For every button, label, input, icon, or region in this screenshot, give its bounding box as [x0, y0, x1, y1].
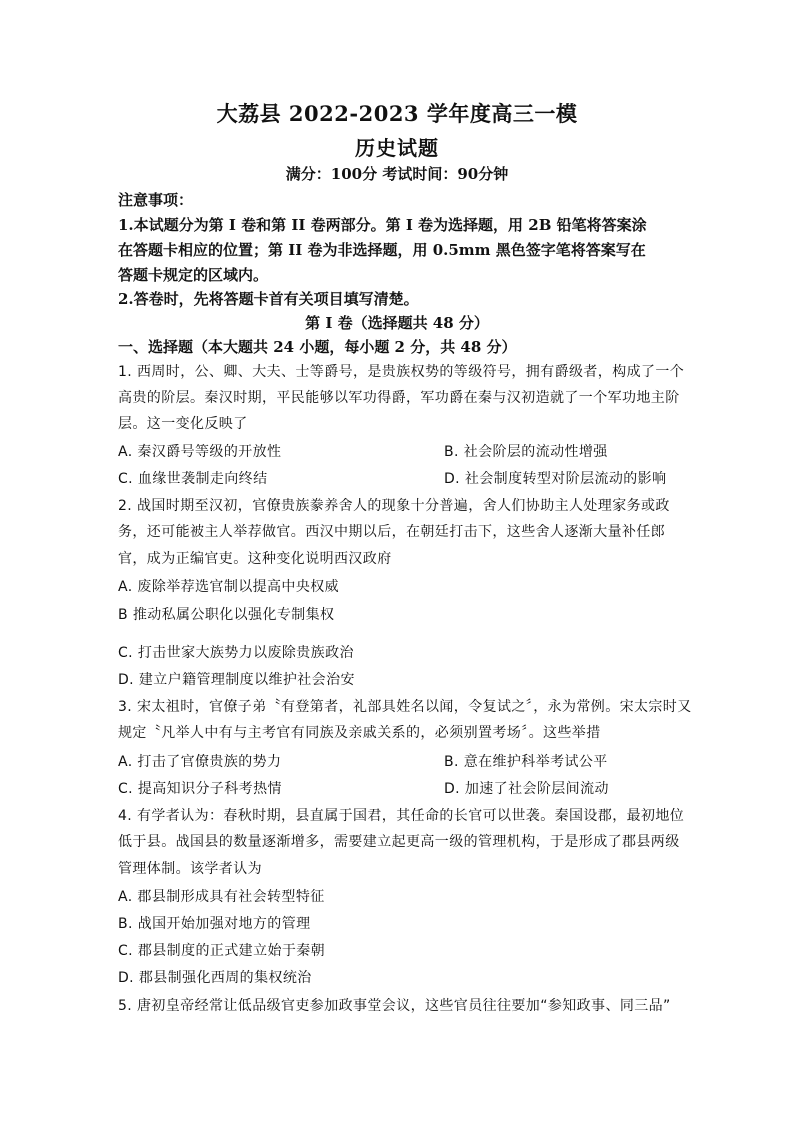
q2-stem-line: 务，还可能被主人举荐做官。西汉中期以后，在朝廷打击下，这些舍人逐渐大量补任郎: [118, 524, 666, 540]
q1-option-a: A. 秦汉爵号等级的开放性: [118, 444, 282, 460]
notes-heading: 注意事项：: [118, 191, 194, 209]
q5-stem-line: 5. 唐初皇帝经常让低品级官吏参加政事堂会议，这些官员往往要加“参知政事、同三品”: [118, 998, 671, 1014]
q1-stem-line: 层。这一变化反映了: [118, 416, 248, 432]
q4-option-d: D. 郡县制强化西周的集权统治: [118, 970, 312, 986]
q4-option-b: B. 战国开始加强对地方的管理: [118, 916, 311, 932]
q3-stem-line: 规定〝凡举人中有与主考官有同族及亲戚关系的，必须别置考场〞。这些举措: [118, 725, 601, 741]
q2-option-c: C. 打击世家大族势力以废除贵族政治: [118, 645, 354, 661]
notes-line: 1.本试题分为第 I 卷和第 II 卷两部分。第 I 卷为选择题，用 2B 铅笔将答案涂: [118, 216, 647, 234]
q2-option-b: B 推动私属公职化以强化专制集权: [118, 607, 335, 623]
q1-option-d: D. 社会制度转型对阶层流动的影响: [444, 471, 667, 487]
q1-option-c: C. 血缘世袭制走向终结: [118, 471, 268, 487]
section-heading: 第 I 卷（选择题共 48 分）: [305, 314, 489, 332]
q4-stem-line: 低于县。战国县的数量逐渐增多，需要建立起更高一级的管理机构，于是形成了郡县两级: [118, 834, 680, 850]
q3-stem-line: 3. 宋太祖时，官僚子弟〝有登第者，礼部具姓名以闻，令复试之〞，永为常例。宋太宗时又: [118, 699, 692, 715]
q2-option-d: D. 建立户籍管理制度以维护社会治安: [118, 672, 355, 688]
q1-stem-line: 1. 西周时，公、卿、大夫、士等爵号，是贵族权势的等级符号，拥有爵级者，构成了一个: [118, 364, 685, 380]
score-time: 满分：100分 考试时间：90分钟: [285, 165, 509, 183]
q2-stem-line: 2. 战国时期至汉初，官僚贵族豢养舍人的现象十分普遍，舍人们协助主人处理家务或政: [118, 498, 670, 514]
part-heading: 一、选择题（本大题共 24 小题，每小题 2 分，共 48 分）: [118, 338, 517, 356]
q1-stem-line: 高贵的阶层。秦汉时期，平民能够以军功得爵，军功爵在秦与汉初造就了一个军功地主阶: [118, 390, 680, 406]
q2-stem-line: 官，成为正编官吏。这种变化说明西汉政府: [118, 551, 392, 567]
q3-option-d: D. 加速了社会阶层间流动: [444, 781, 609, 797]
q4-option-c: C. 郡县制度的正式建立始于秦朝: [118, 943, 326, 959]
q2-option-a: A. 废除举荐选官制以提高中央权威: [118, 579, 340, 595]
notes-line: 2.答卷时，先将答题卡首有关项目填写清楚。: [118, 290, 419, 308]
q4-stem-line: 管理体制。该学者认为: [118, 861, 262, 877]
exam-subtitle: 历史试题: [355, 136, 439, 160]
q3-option-b: B. 意在维护科举考试公平: [444, 754, 608, 770]
notes-line: 在答题卡相应的位置；第 II 卷为非选择题，用 0.5mm 黑色签字笔将答案写在: [118, 241, 646, 259]
q4-stem-line: 4. 有学者认为：春秋时期，县直属于国君，其任命的长官可以世袭。秦国设郡，最初地位: [118, 808, 685, 824]
q3-option-a: A. 打击了官僚贵族的势力: [118, 754, 282, 770]
q3-option-c: C. 提高知识分子科考热情: [118, 781, 282, 797]
exam-title: 大荔县 2022-2023 学年度高三一模: [216, 101, 578, 126]
q4-option-a: A. 郡县制形成具有社会转型特征: [118, 889, 325, 905]
notes-line: 答题卡规定的区域内。: [118, 266, 269, 284]
q1-option-b: B. 社会阶层的流动性增强: [444, 444, 608, 460]
